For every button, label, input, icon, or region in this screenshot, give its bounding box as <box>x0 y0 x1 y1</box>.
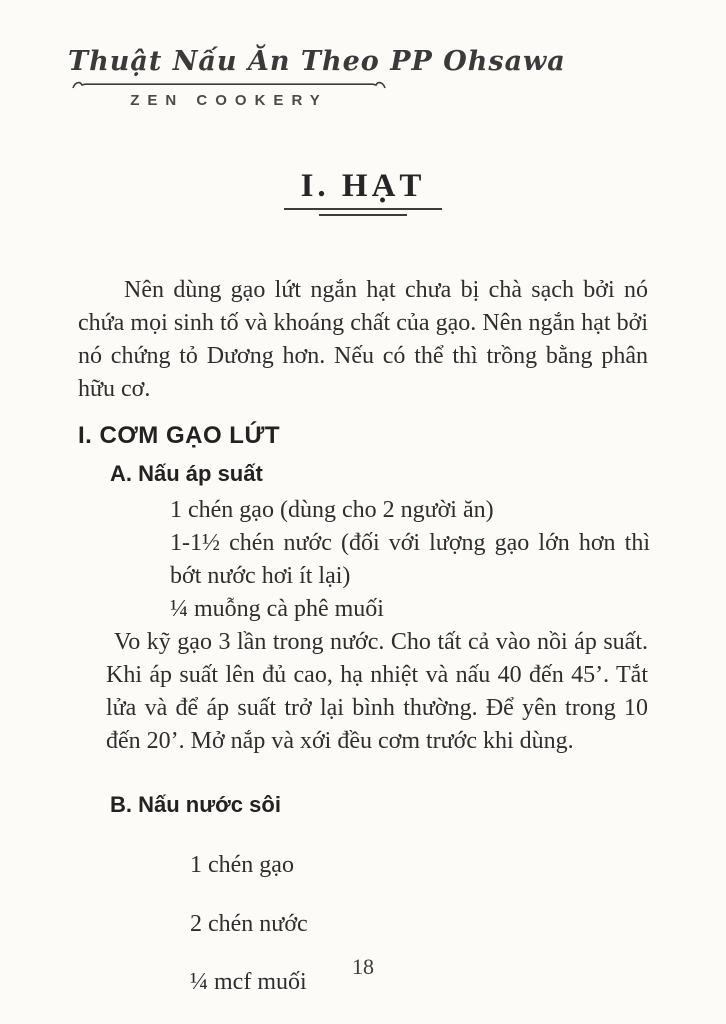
section-heading-com-gao-lut: I. CƠM GẠO LỨT <box>78 422 281 449</box>
page-number: 18 <box>352 954 374 979</box>
ingredient-list-b <box>190 824 590 1024</box>
ingredient-list-a <box>170 494 650 626</box>
intro-paragraph: Nên dùng gạo lứt ngắn hạt chưa bị chà sạch bởi nó chứa mọi sinh tố và khoáng chất của gạo. Nên ngắn hạt bởi nó chứng tỏ Dương hơn. Nếu có thể thì trồng bằng phân hữu cơ. <box>78 277 648 402</box>
swash-rule-icon <box>71 78 387 90</box>
ingredient-line: ¼ muỗng cà phê muối <box>170 596 384 622</box>
chapter-title: I. HẠT <box>300 168 426 204</box>
instructions-paragraph: Vo kỹ gạo 3 lần trong nước. Cho tất cả vào nồi áp suất. Khi áp suất lên đủ cao, hạ nhiệt và nấu 40 đến 45’. Tắt lửa và để áp suất trở lại bình thường. Để yên trong 10 đến 20’. Mở nắp và xới đều cơm trước khi dùng. <box>106 629 648 754</box>
chapter-title-underline-short <box>319 214 407 216</box>
subsection-heading-a: A. Nấu áp suất <box>110 461 263 486</box>
ingredient-line: 1-1½ chén nước (đối với lượng gạo lớn hơn thì bớt nước hơi ít lại) <box>170 530 650 589</box>
chapter-title-underline <box>284 208 442 210</box>
subsection-heading-b: B. Nấu nước sôi <box>110 792 281 817</box>
ingredient-line: ¼ mcf muối <box>190 969 307 995</box>
book-title: Thuật Nấu Ăn Theo PP Ohsawa <box>68 46 566 77</box>
ingredient-line: 2 chén nước <box>190 910 308 937</box>
book-header <box>68 46 566 109</box>
ingredient-line: 1 chén gạo (dùng cho 2 người ăn) <box>170 497 494 523</box>
book-subtitle: ZEN COOKERY <box>130 92 328 109</box>
ingredient-line: 1 chén gạo <box>190 852 294 878</box>
chapter-block <box>0 168 726 216</box>
